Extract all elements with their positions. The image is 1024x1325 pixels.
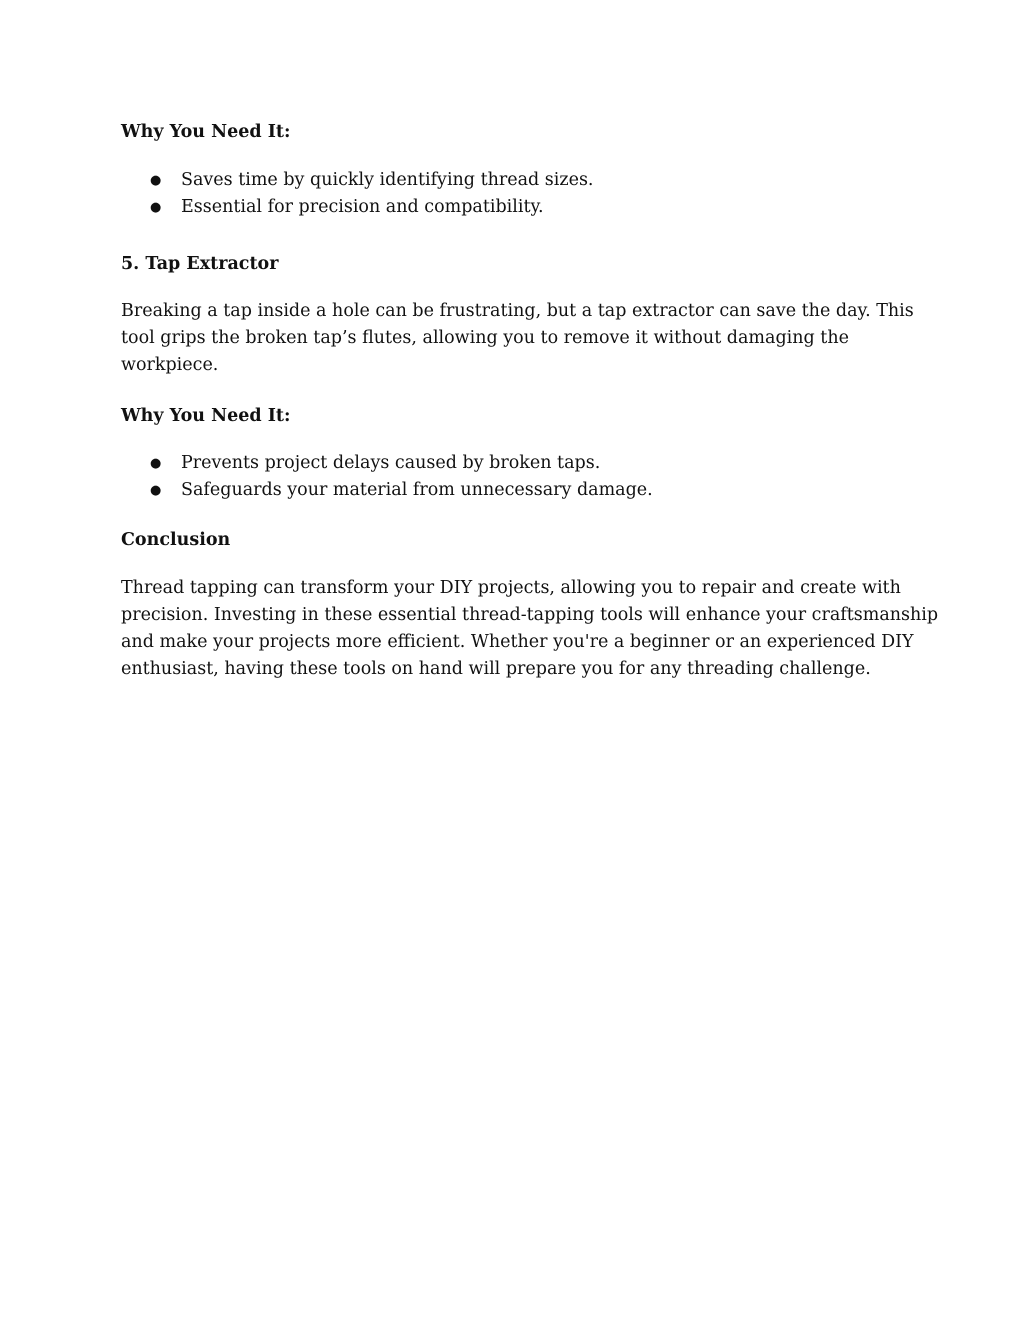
paragraph-line: tool grips the broken tap’s flutes, allowing you to remove it without damaging the bbox=[121, 328, 849, 348]
tap-extractor-paragraph bbox=[121, 298, 914, 379]
list-item bbox=[150, 450, 600, 477]
bullet-text: Safeguards your material from unnecessary damage. bbox=[181, 480, 653, 500]
bullet-text: Saves time by quickly identifying thread sizes. bbox=[181, 170, 594, 190]
bullet-icon: ● bbox=[150, 456, 162, 471]
paragraph-line: Thread tapping can transform your DIY projects, allowing you to repair and create with bbox=[121, 578, 901, 598]
conclusion-heading: Conclusion bbox=[121, 530, 231, 550]
list-item bbox=[150, 477, 653, 504]
conclusion-paragraph bbox=[121, 575, 939, 683]
bullet-text: Prevents project delays caused by broken taps. bbox=[181, 453, 601, 473]
why-you-need-it-heading-2: Why You Need It: bbox=[121, 406, 291, 426]
paragraph-line: and make your projects more efficient. Whether you're a beginner or an experienced DIY bbox=[121, 632, 914, 652]
paragraph-line: precision. Investing in these essential thread-tapping tools will enhance your craftsmanship bbox=[121, 605, 939, 625]
bullet-icon: ● bbox=[150, 173, 162, 188]
paragraph-line: enthusiast, having these tools on hand will prepare you for any threading challenge. bbox=[121, 659, 871, 679]
why-you-need-it-heading-1: Why You Need It: bbox=[121, 122, 291, 142]
bullet-text: Essential for precision and compatibility. bbox=[181, 197, 544, 217]
list-item bbox=[150, 194, 544, 221]
paragraph-line: workpiece. bbox=[121, 355, 219, 375]
tap-extractor-heading: 5. Tap Extractor bbox=[121, 254, 279, 274]
bullet-icon: ● bbox=[150, 483, 162, 498]
list-item bbox=[150, 167, 594, 194]
paragraph-line: Breaking a tap inside a hole can be frustrating, but a tap extractor can save the day. This bbox=[121, 301, 914, 321]
bullet-icon: ● bbox=[150, 200, 162, 215]
